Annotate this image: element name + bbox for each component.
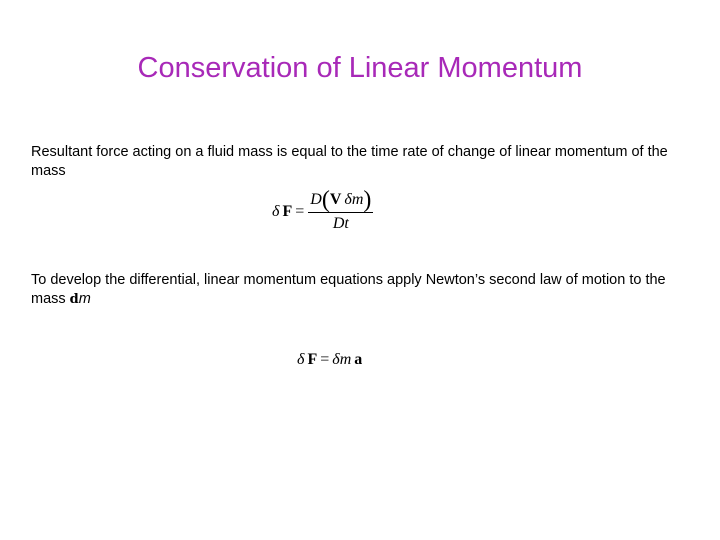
- eq2-equals: =: [320, 351, 330, 368]
- eq2-mass: m: [339, 351, 352, 368]
- paragraph-newton-second-law: [31, 271, 701, 309]
- slide-title: Conservation of Linear Momentum: [137, 52, 583, 84]
- eq1-force: F: [282, 202, 293, 220]
- eq1-material-d: D: [310, 191, 322, 208]
- equation-newton-second-law: [297, 351, 362, 369]
- eq1-mass: m: [351, 191, 364, 208]
- eq1-left-paren: (: [321, 187, 330, 213]
- paragraph2-delta-symbol: d: [69, 292, 79, 307]
- eq1-numerator: [308, 187, 373, 213]
- eq2-force: F: [307, 351, 318, 368]
- eq2-delta-m-delta: δ: [332, 351, 340, 368]
- paragraph2-text: To develop the differential, linear momentum equations apply Newton’s second law of motion to the mass: [31, 272, 666, 307]
- eq1-delta: δ: [272, 202, 280, 220]
- eq2-acceleration: a: [354, 351, 363, 368]
- equation-force-momentum-rate: [272, 187, 373, 233]
- eq1-right-paren: ): [363, 187, 372, 213]
- eq1-delta-m-delta: δ: [344, 191, 352, 208]
- eq1-equals: =: [295, 202, 305, 220]
- eq2-delta: δ: [297, 351, 305, 368]
- eq1-fraction: [308, 187, 373, 233]
- eq1-velocity: V: [329, 191, 342, 208]
- eq1-denominator: Dt: [332, 215, 349, 232]
- paragraph2-mass-var: m: [78, 291, 91, 307]
- paragraph-momentum-definition: Resultant force acting on a fluid mass is equal to the time rate of change of linear momentum of the mass: [31, 144, 668, 179]
